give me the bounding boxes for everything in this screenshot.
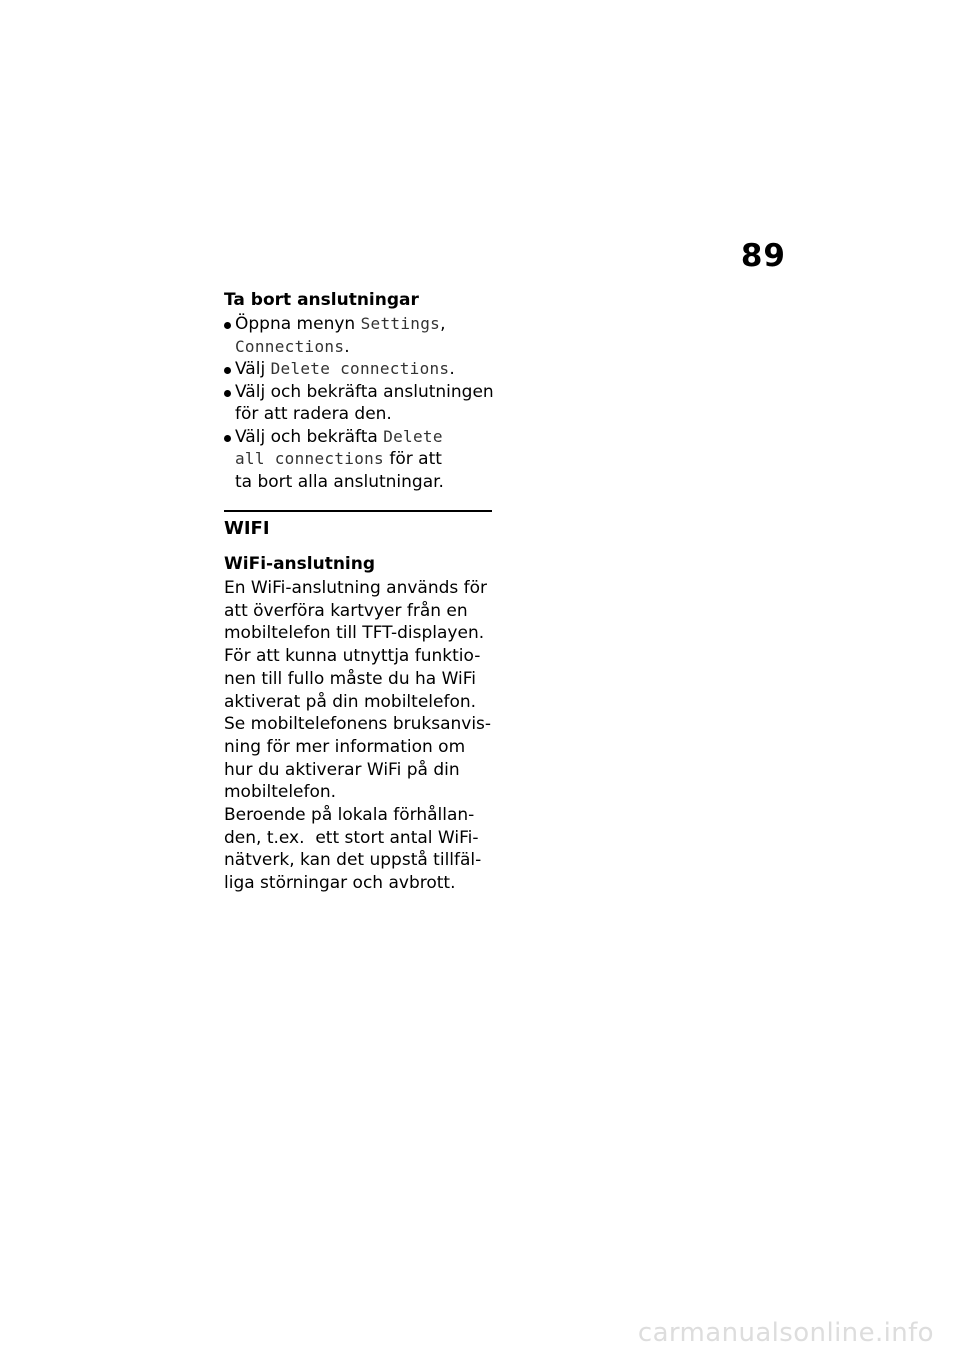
text-line: För att kunna utnyttja funktio- bbox=[224, 646, 481, 667]
item-text: ta bort alla anslutningar. bbox=[235, 471, 444, 492]
text-line: nätverk, kan det uppstå tillfäl- bbox=[224, 850, 482, 871]
text-line: mobiltelefon. bbox=[224, 782, 337, 803]
section-title-wifi: WIFI bbox=[224, 518, 270, 539]
section-divider bbox=[224, 510, 492, 512]
menu-option-delete-connections: Delete connections bbox=[270, 359, 450, 378]
item-text: . bbox=[344, 336, 350, 357]
list-item bbox=[224, 313, 496, 358]
list-item bbox=[224, 426, 496, 494]
list-item bbox=[224, 381, 496, 426]
item-text: . bbox=[449, 359, 455, 379]
item-text: för att radera den. bbox=[235, 404, 392, 424]
item-text: Öppna menyn bbox=[235, 314, 361, 334]
text-line: att överföra kartvyer från en bbox=[224, 600, 468, 621]
item-text: Välj bbox=[235, 359, 271, 379]
menu-path-settings: Settings bbox=[360, 314, 441, 333]
text-line: hur du aktiverar WiFi på din bbox=[224, 759, 460, 780]
text-line: Beroende på lokala förhållan- bbox=[224, 805, 475, 826]
menu-option-all-connections: all connections bbox=[235, 449, 384, 468]
paragraph bbox=[224, 577, 496, 804]
content-column bbox=[224, 287, 496, 895]
menu-option-delete: Delete bbox=[383, 426, 443, 446]
text-line: nen till fullo måste du ha WiFi bbox=[224, 668, 477, 689]
item-text: Välj och bekräfta anslutningen bbox=[235, 381, 494, 402]
section-heading-remove-connections: Ta bort anslutningar bbox=[224, 290, 419, 310]
text-line: Se mobiltelefonens bruksanvis- bbox=[224, 714, 492, 735]
page-number: 89 bbox=[740, 238, 786, 274]
text-line: den, t.ex. ett stort antal WiFi- bbox=[224, 827, 479, 848]
watermark: carmanualsonline.info bbox=[637, 1318, 934, 1348]
text-line: aktiverat på din mobiltelefon. bbox=[224, 691, 477, 712]
item-text: för att bbox=[384, 449, 442, 469]
menu-path-connections: Connections bbox=[235, 336, 345, 356]
text-line: En WiFi-anslutning används för bbox=[224, 578, 488, 598]
subheading-wifi-connection: WiFi-anslutning bbox=[224, 554, 376, 574]
text-line: ning för mer information om bbox=[224, 736, 466, 757]
item-text: , bbox=[440, 314, 446, 334]
instruction-list bbox=[224, 313, 496, 493]
list-item bbox=[224, 358, 496, 381]
text-line: liga störningar och avbrott. bbox=[224, 873, 456, 894]
item-text: Välj och bekräfta bbox=[235, 426, 384, 447]
paragraph bbox=[224, 804, 496, 895]
text-line: mobiltelefon till TFT-displayen. bbox=[224, 623, 485, 644]
